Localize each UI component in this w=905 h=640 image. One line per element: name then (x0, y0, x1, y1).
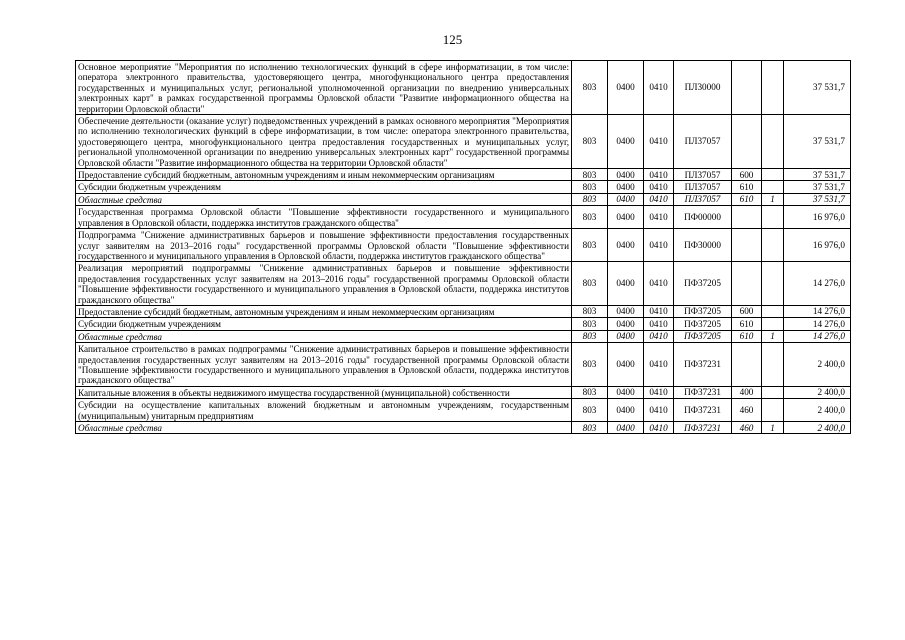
budget-table (75, 60, 851, 434)
funding-source-cell (762, 229, 784, 262)
funding-source-cell (762, 386, 784, 398)
funding-source-cell (762, 262, 784, 306)
row-name-cell: Областные средства (76, 330, 572, 342)
expense-type-code-cell: 610 (732, 181, 762, 193)
amount-cell: 2 400,0 (784, 386, 851, 398)
target-article-code-cell: ПФ37231 (674, 343, 732, 387)
expense-type-code-cell (732, 229, 762, 262)
row-name-cell: Областные средства (76, 422, 572, 434)
section-code-cell: 0400 (608, 206, 644, 229)
target-article-code-cell: ПФ37205 (674, 305, 732, 317)
subsection-code-cell: 0410 (644, 399, 674, 422)
table-row (76, 169, 851, 181)
subsection-code-cell: 0410 (644, 181, 674, 193)
amount-cell: 37 531,7 (784, 61, 851, 115)
section-code-cell: 0400 (608, 422, 644, 434)
expense-type-code-cell (732, 262, 762, 306)
amount-cell: 14 276,0 (784, 305, 851, 317)
amount-cell: 37 531,7 (784, 181, 851, 193)
amount-cell: 2 400,0 (784, 399, 851, 422)
ved-code-cell: 803 (572, 399, 608, 422)
funding-source-cell (762, 343, 784, 387)
expense-type-code-cell: 610 (732, 330, 762, 342)
row-name-cell: Субсидии бюджетным учреждениям (76, 181, 572, 193)
subsection-code-cell: 0410 (644, 115, 674, 169)
subsection-code-cell: 0410 (644, 169, 674, 181)
funding-source-cell (762, 318, 784, 330)
target-article-code-cell: ПЛ37057 (674, 169, 732, 181)
subsection-code-cell: 0410 (644, 229, 674, 262)
ved-code-cell: 803 (572, 343, 608, 387)
section-code-cell: 0400 (608, 193, 644, 205)
table-row (76, 318, 851, 330)
row-name-cell: Реализация мероприятий подпрограммы "Снижение административных барьеров и повышение эффективности предоставления государственных услуг заявителям на 2013–2016 годы" государственной программы Орловской области "Повышение эффективности государственного и муниципального управления в Орловской области, поддержка институтов гражданского общества" (76, 262, 572, 306)
row-name-cell: Субсидии на осуществление капитальных вложений бюджетным и автономным учреждениям, государственным (муниципальным) унитарным предприятиям (76, 399, 572, 422)
subsection-code-cell: 0410 (644, 422, 674, 434)
row-name-cell: Основное мероприятие "Мероприятия по исполнению технологических функций в сфере информатизации, в том числе: оператора электронного правительства, удостоверяющего центра, многофункционального центра предоставления государственных и муниципальных услуг, региональной уполномоченной организации по внедрению универсальных электронных карт" в рамках государственной программы Орловской области "Развитие информационного общества на территории Орловской области" (76, 61, 572, 115)
section-code-cell: 0400 (608, 386, 644, 398)
expense-type-code-cell (732, 206, 762, 229)
expense-type-code-cell (732, 343, 762, 387)
section-code-cell: 0400 (608, 305, 644, 317)
target-article-code-cell: ПФ37231 (674, 422, 732, 434)
section-code-cell: 0400 (608, 169, 644, 181)
page-number: 125 (442, 32, 463, 47)
target-article-code-cell: ПФ37205 (674, 318, 732, 330)
table-row (76, 181, 851, 193)
amount-cell: 2 400,0 (784, 343, 851, 387)
ved-code-cell: 803 (572, 422, 608, 434)
amount-cell: 14 276,0 (784, 318, 851, 330)
funding-source-cell (762, 305, 784, 317)
table-row (76, 61, 851, 115)
expense-type-code-cell: 600 (732, 305, 762, 317)
expense-type-code-cell (732, 61, 762, 115)
funding-source-cell: 1 (762, 422, 784, 434)
table-row (76, 206, 851, 229)
table-row (76, 422, 851, 434)
table-row (76, 330, 851, 342)
ved-code-cell: 803 (572, 206, 608, 229)
row-name-cell: Субсидии бюджетным учреждениям (76, 318, 572, 330)
ved-code-cell: 803 (572, 169, 608, 181)
subsection-code-cell: 0410 (644, 305, 674, 317)
section-code-cell: 0400 (608, 318, 644, 330)
expense-type-code-cell: 460 (732, 399, 762, 422)
section-code-cell: 0400 (608, 61, 644, 115)
funding-source-cell (762, 115, 784, 169)
row-name-cell: Подпрограмма "Снижение административных барьеров и повышение эффективности предоставления государственных услуг заявителям на 2013–2016 годы" государственной программы Орловской области "Повышение эффективности государственного и муниципального управления в Орловской области, поддержка институтов гражданского общества" (76, 229, 572, 262)
section-code-cell: 0400 (608, 229, 644, 262)
target-article-code-cell: ПЛ37057 (674, 115, 732, 169)
table-row (76, 229, 851, 262)
table-row (76, 399, 851, 422)
ved-code-cell: 803 (572, 305, 608, 317)
amount-cell: 2 400,0 (784, 422, 851, 434)
funding-source-cell (762, 169, 784, 181)
funding-source-cell (762, 61, 784, 115)
ved-code-cell: 803 (572, 115, 608, 169)
funding-source-cell (762, 206, 784, 229)
table-row (76, 193, 851, 205)
table-row (76, 305, 851, 317)
amount-cell: 14 276,0 (784, 262, 851, 306)
amount-cell: 14 276,0 (784, 330, 851, 342)
section-code-cell: 0400 (608, 330, 644, 342)
subsection-code-cell: 0410 (644, 318, 674, 330)
row-name-cell: Предоставление субсидий бюджетным, автономным учреждениям и иным некоммерческим организациям (76, 305, 572, 317)
row-name-cell: Государственная программа Орловской области "Повышение эффективности государственного и муниципального управления в Орловской области, поддержка институтов гражданского общества" (76, 206, 572, 229)
funding-source-cell (762, 181, 784, 193)
funding-source-cell: 1 (762, 330, 784, 342)
section-code-cell: 0400 (608, 262, 644, 306)
target-article-code-cell: ПФ00000 (674, 206, 732, 229)
target-article-code-cell: ПФ37205 (674, 262, 732, 306)
ved-code-cell: 803 (572, 330, 608, 342)
target-article-code-cell: ПФ37231 (674, 399, 732, 422)
section-code-cell: 0400 (608, 115, 644, 169)
row-name-cell: Обеспечение деятельности (оказание услуг) подведомственных учреждений в рамках основного мероприятия "Мероприятия по исполнению технологических функций в сфере информатизации, в том числе: оператора электронного правительства, удостоверяющего центра, многофункционального центра предоставления государственных и муниципальных услуг, региональной уполномоченной организации по внедрению универсальных электронных карт" государственной программы Орловской области "Развитие информационного общества на территории Орловской области" (76, 115, 572, 169)
ved-code-cell: 803 (572, 229, 608, 262)
target-article-code-cell: ПЛ37057 (674, 193, 732, 205)
table-row (76, 386, 851, 398)
expense-type-code-cell (732, 115, 762, 169)
subsection-code-cell: 0410 (644, 343, 674, 387)
subsection-code-cell: 0410 (644, 386, 674, 398)
row-name-cell: Областные средства (76, 193, 572, 205)
table-row (76, 343, 851, 387)
row-name-cell: Капитальное строительство в рамках подпрограммы "Снижение административных барьеров и повышение эффективности предоставления государственных услуг заявителям на 2013–2016 годы" государственной программы Орловской области "Повышение эффективности государственного и муниципального управления в Орловской области, поддержка институтов гражданского общества" (76, 343, 572, 387)
target-article-code-cell: ПЛ37057 (674, 181, 732, 193)
amount-cell: 37 531,7 (784, 193, 851, 205)
expense-type-code-cell: 600 (732, 169, 762, 181)
table-row (76, 262, 851, 306)
ved-code-cell: 803 (572, 61, 608, 115)
amount-cell: 16 976,0 (784, 206, 851, 229)
subsection-code-cell: 0410 (644, 206, 674, 229)
amount-cell: 16 976,0 (784, 229, 851, 262)
row-name-cell: Капитальные вложения в объекты недвижимого имущества государственной (муниципальной) собственности (76, 386, 572, 398)
ved-code-cell: 803 (572, 181, 608, 193)
section-code-cell: 0400 (608, 343, 644, 387)
section-code-cell: 0400 (608, 181, 644, 193)
expense-type-code-cell: 610 (732, 193, 762, 205)
target-article-code-cell: ПЛ30000 (674, 61, 732, 115)
expense-type-code-cell: 400 (732, 386, 762, 398)
expense-type-code-cell: 610 (732, 318, 762, 330)
section-code-cell: 0400 (608, 399, 644, 422)
funding-source-cell (762, 399, 784, 422)
ved-code-cell: 803 (572, 262, 608, 306)
funding-source-cell: 1 (762, 193, 784, 205)
expense-type-code-cell: 460 (732, 422, 762, 434)
subsection-code-cell: 0410 (644, 330, 674, 342)
table-row (76, 115, 851, 169)
row-name-cell: Предоставление субсидий бюджетным, автономным учреждениям и иным некоммерческим организациям (76, 169, 572, 181)
target-article-code-cell: ПФ37205 (674, 330, 732, 342)
target-article-code-cell: ПФ30000 (674, 229, 732, 262)
subsection-code-cell: 0410 (644, 61, 674, 115)
amount-cell: 37 531,7 (784, 115, 851, 169)
ved-code-cell: 803 (572, 318, 608, 330)
ved-code-cell: 803 (572, 193, 608, 205)
subsection-code-cell: 0410 (644, 262, 674, 306)
ved-code-cell: 803 (572, 386, 608, 398)
amount-cell: 37 531,7 (784, 169, 851, 181)
target-article-code-cell: ПФ37231 (674, 386, 732, 398)
subsection-code-cell: 0410 (644, 193, 674, 205)
